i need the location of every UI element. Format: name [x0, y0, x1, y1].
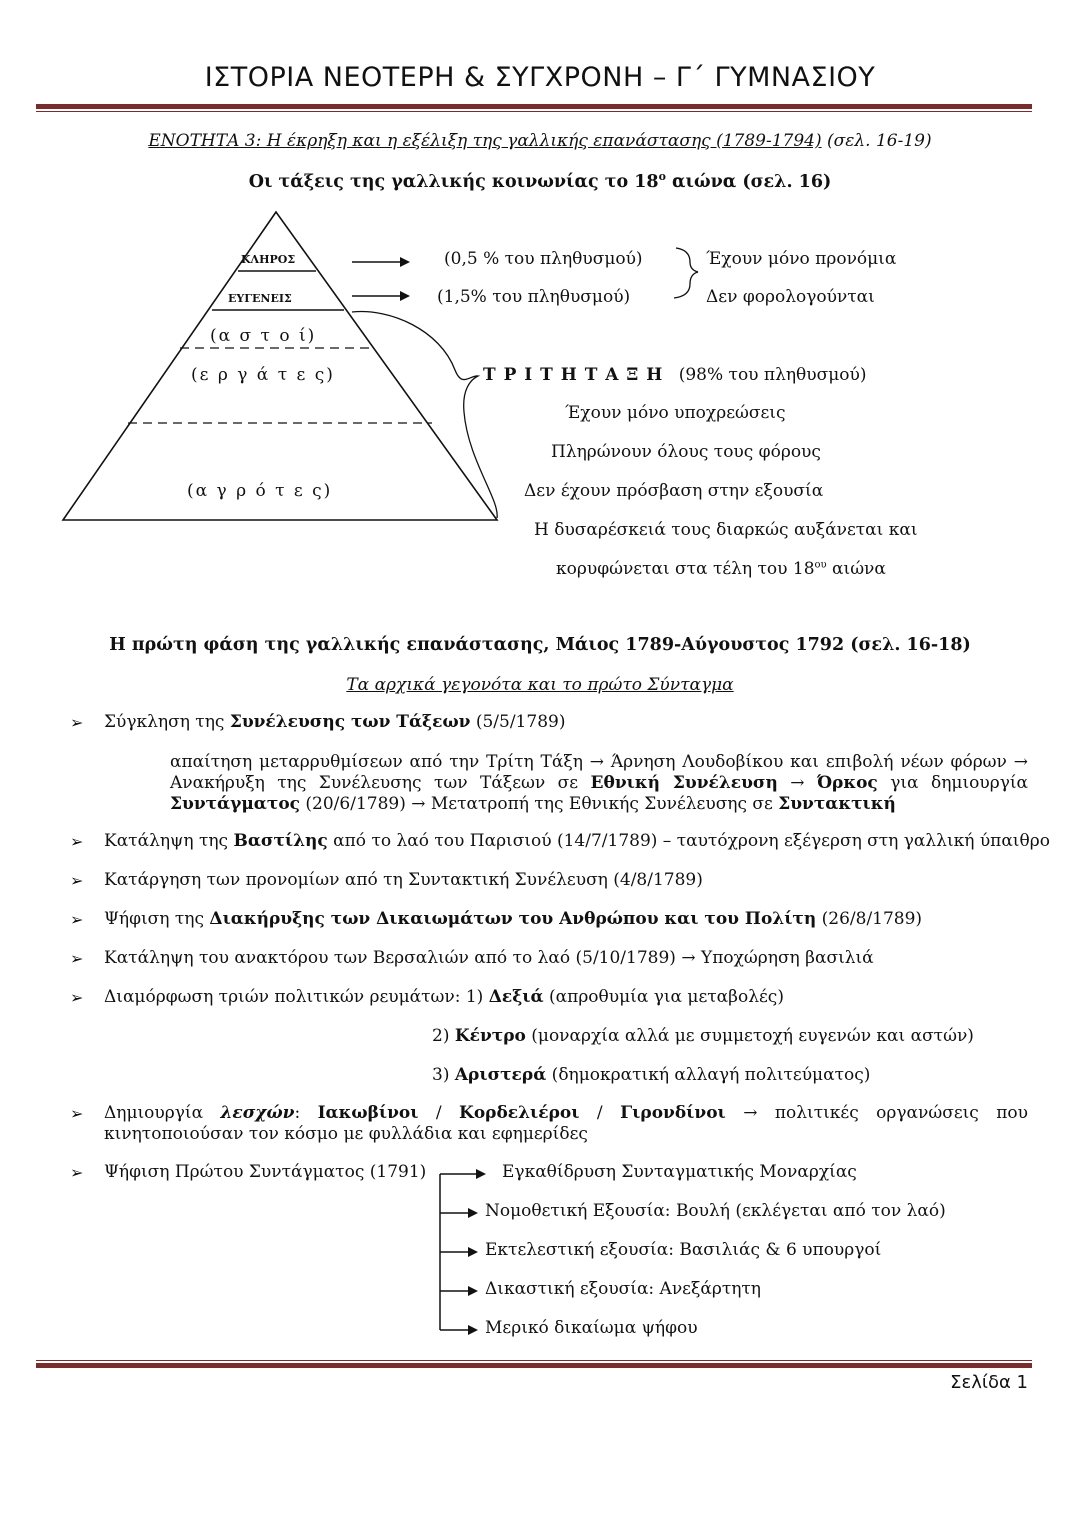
privileges-line-2: Δεν φορολογούνται: [706, 287, 875, 307]
bullet-arrow-icon: ➢: [70, 949, 84, 968]
bullet-declaration-rights: [104, 909, 922, 929]
clubs-description: → πολιτικές οργανώσεις που κινητοποιούσαν τον κόσμο με φυλλάδια και εφημερίδες: [104, 1103, 1029, 1144]
constitution-item-5: Μερικό δικαίωμα ψήφου: [485, 1318, 698, 1338]
current-center-desc: (μοναρχία αλλά με συμμετοχή ευγενών και αστών): [525, 1026, 974, 1046]
bullet-abolition-privileges: Κατάργηση των προνομίων από τη Συντακτική Συνέλευση (4/8/1789): [104, 870, 703, 890]
bullet-1-text: Σύγκληση της: [104, 712, 230, 732]
third-estate-title: Τ Ρ Ι Τ Η Τ Α Ξ Η: [483, 365, 664, 385]
section-pages: (σελ. 16-19): [827, 131, 932, 151]
bullet-6-text: Διαμόρφωση τριών πολιτικών ρευμάτων: 1): [104, 987, 489, 1007]
current-left-desc: (δημοκρατική αλλαγή πολιτεύματος): [546, 1065, 871, 1085]
label-astoi: (α σ τ ο ί): [210, 326, 317, 346]
bullet-4-date: (26/8/1789): [816, 909, 923, 929]
classes-heading: [0, 170, 1080, 192]
bullet-2-text: Κατάληψη της: [104, 831, 234, 851]
third-estate-heading: [483, 365, 866, 385]
section-title: [0, 131, 1080, 151]
bullet-arrow-icon: ➢: [70, 910, 84, 929]
detail-text-2: →: [777, 773, 817, 793]
bullet-estates-general: [104, 712, 565, 732]
current-right-desc: (απροθυμία για μεταβολές): [543, 987, 784, 1007]
constitution-item-3: Εκτελεστική εξουσία: Βασιλιάς & 6 υπουργοί: [485, 1240, 882, 1260]
bullet-bastille: [104, 831, 1050, 851]
current-center-num: 2): [432, 1026, 455, 1046]
bullet-clubs: [104, 1103, 1028, 1145]
third-estate-line-3: Δεν έχουν πρόσβαση στην εξουσία: [524, 481, 824, 501]
bullet-1-bold: Συνέλευσης των Τάξεων: [229, 712, 471, 732]
bullet-arrow-icon: ➢: [70, 832, 84, 851]
bullet-1-date: (5/5/1789): [470, 712, 566, 732]
clubs-colon: :: [294, 1103, 318, 1123]
section-title-text: ΕΝΟΤΗΤΑ 3: Η έκρηξη και η εξέλιξη της γαλλικής επανάστασης (1789-1794): [148, 131, 822, 151]
detail-text-1: απαίτηση μεταρρυθμίσεων από την Τρίτη Τάξη → Άρνηση Λουδοβίκου και επιβολή νέων φόρων → Ανακήρυξη της Συνέλευσης των Τάξεων σε: [170, 752, 1028, 793]
estates-general-detail: [170, 752, 1028, 815]
evgeneis-percentage: (1,5% του πληθυσμού): [437, 287, 631, 307]
detail-constituent: Συντακτική: [778, 794, 896, 814]
label-agrotes: (α γ ρ ό τ ε ς): [187, 481, 333, 501]
header-rule: [36, 104, 1032, 109]
clubs-sep: /: [579, 1103, 621, 1123]
third-estate-line-5: [556, 559, 886, 579]
clubs-term: λεσχών: [220, 1103, 295, 1123]
detail-national-assembly: Εθνική Συνέλευση: [590, 773, 778, 793]
kliros-percentage: (0,5 % του πληθυσμού): [444, 249, 643, 269]
third-estate-line-1: Έχουν μόνο υποχρεώσεις: [565, 403, 786, 423]
tree-arrow-2: [468, 1208, 478, 1218]
club-cordeliers: Κορδελιέροι: [459, 1103, 580, 1123]
third-estate-percentage: (98% του πληθυσμού): [678, 365, 867, 385]
classes-heading-text-end: αιώνα (σελ. 16): [665, 171, 832, 192]
tree-arrow-3: [468, 1247, 478, 1257]
bullet-4-text: Ψήφιση της: [104, 909, 210, 929]
classes-heading-sup: ο: [658, 170, 666, 183]
phase1-heading: Η πρώτη φάση της γαλλικής επανάστασης, Μάιος 1789-Αύγουστος 1792 (σελ. 16-18): [109, 635, 971, 655]
page-number: Σελίδα 1: [950, 1372, 1028, 1393]
bullet-versailles: Κατάληψη του ανακτόρου των Βερσαλιών από το λαό (5/10/1789) → Υποχώρηση βασιλιά: [104, 948, 874, 968]
bullet-7-text: Δημιουργία: [104, 1103, 221, 1123]
bullet-arrow-icon: ➢: [70, 1163, 84, 1182]
tree-arrow-4: [468, 1286, 478, 1296]
footer-rule: [36, 1363, 1032, 1368]
detail-text-4: (20/6/1789) → Μετατροπή της Εθνικής Συνέλευσης σε: [300, 794, 779, 814]
label-evgeneis: ΕΥΓΕΝΕΙΣ: [228, 292, 292, 305]
bullet-political-currents: [104, 987, 784, 1007]
classes-heading-text: Οι τάξεις της γαλλικής κοινωνίας το 18: [248, 171, 659, 192]
current-left-line: [432, 1065, 870, 1085]
bullet-4-bold: Διακήρυξης των Δικαιωμάτων του Ανθρώπου και του Πολίτη: [209, 909, 817, 929]
detail-text-3: για δημιουργία: [877, 773, 1028, 793]
bullet-arrow-icon: ➢: [70, 713, 84, 732]
tree-arrow-5: [468, 1325, 478, 1335]
constitution-item-2: Νομοθετική Εξουσία: Βουλή (εκλέγεται από τον λαό): [485, 1201, 946, 1221]
third-estate-line-2: Πληρώνουν όλους τους φόρους: [551, 442, 821, 462]
third-estate-brace: [352, 312, 497, 518]
detail-constitution: Συντάγματος: [170, 794, 301, 814]
label-kliros: ΚΛΗΡΟΣ: [241, 253, 296, 266]
header-rule-thin: [36, 111, 1032, 112]
page-header-title: ΙΣΤΟΡΙΑ ΝΕΟΤΕΡΗ & ΣΥΓΧΡΟΝΗ – Γ΄ ΓΥΜΝΑΣΙΟΥ: [204, 62, 876, 93]
bullet-first-constitution: Ψήφιση Πρώτου Συντάγματος (1791): [104, 1162, 427, 1182]
club-girondins: Γιρονδίνοι: [620, 1103, 726, 1123]
clubs-sep: /: [418, 1103, 460, 1123]
constitution-item-1: Εγκαθίδρυση Συνταγματικής Μοναρχίας: [502, 1162, 857, 1182]
arrow-evgeneis-head: [400, 291, 410, 301]
bullet-arrow-icon: ➢: [70, 1104, 84, 1123]
detail-oath: Όρκος: [816, 773, 878, 793]
label-ergates: (ε ρ γ ά τ ε ς): [191, 365, 335, 385]
third-estate-line-5-text: κορυφώνεται στα τέλη του 18: [556, 559, 815, 579]
bullet-2-bold: Βαστίλης: [233, 831, 328, 851]
bullet-2-rest: από το λαό του Παρισιού (14/7/1789) – ταυτόχρονη εξέγερση στη γαλλική ύπαιθρο: [327, 831, 1050, 851]
arrow-kliros-head: [400, 257, 410, 267]
tree-arrow-1: [476, 1169, 486, 1179]
current-right: Δεξιά: [488, 987, 544, 1007]
third-estate-line-5-end: αιώνα: [826, 559, 886, 579]
privileges-brace: [674, 248, 698, 298]
bullet-arrow-icon: ➢: [70, 988, 84, 1007]
club-jacobins: Ιακωβίνοι: [317, 1103, 419, 1123]
phase1-subheading: Τα αρχικά γεγονότα και το πρώτο Σύνταγμα: [346, 675, 734, 695]
bullet-arrow-icon: ➢: [70, 871, 84, 890]
third-estate-line-5-sup: ου: [814, 559, 827, 571]
current-center-line: [432, 1026, 974, 1046]
third-estate-line-4: Η δυσαρέσκειά τους διαρκώς αυξάνεται και: [534, 520, 918, 540]
privileges-line-1: Έχουν μόνο προνόμια: [706, 249, 897, 269]
current-center: Κέντρο: [454, 1026, 526, 1046]
constitution-item-4: Δικαστική εξουσία: Ανεξάρτητη: [485, 1279, 761, 1299]
footer-rule-thin: [36, 1360, 1032, 1361]
current-left: Αριστερά: [454, 1065, 547, 1085]
current-left-num: 3): [432, 1065, 455, 1085]
